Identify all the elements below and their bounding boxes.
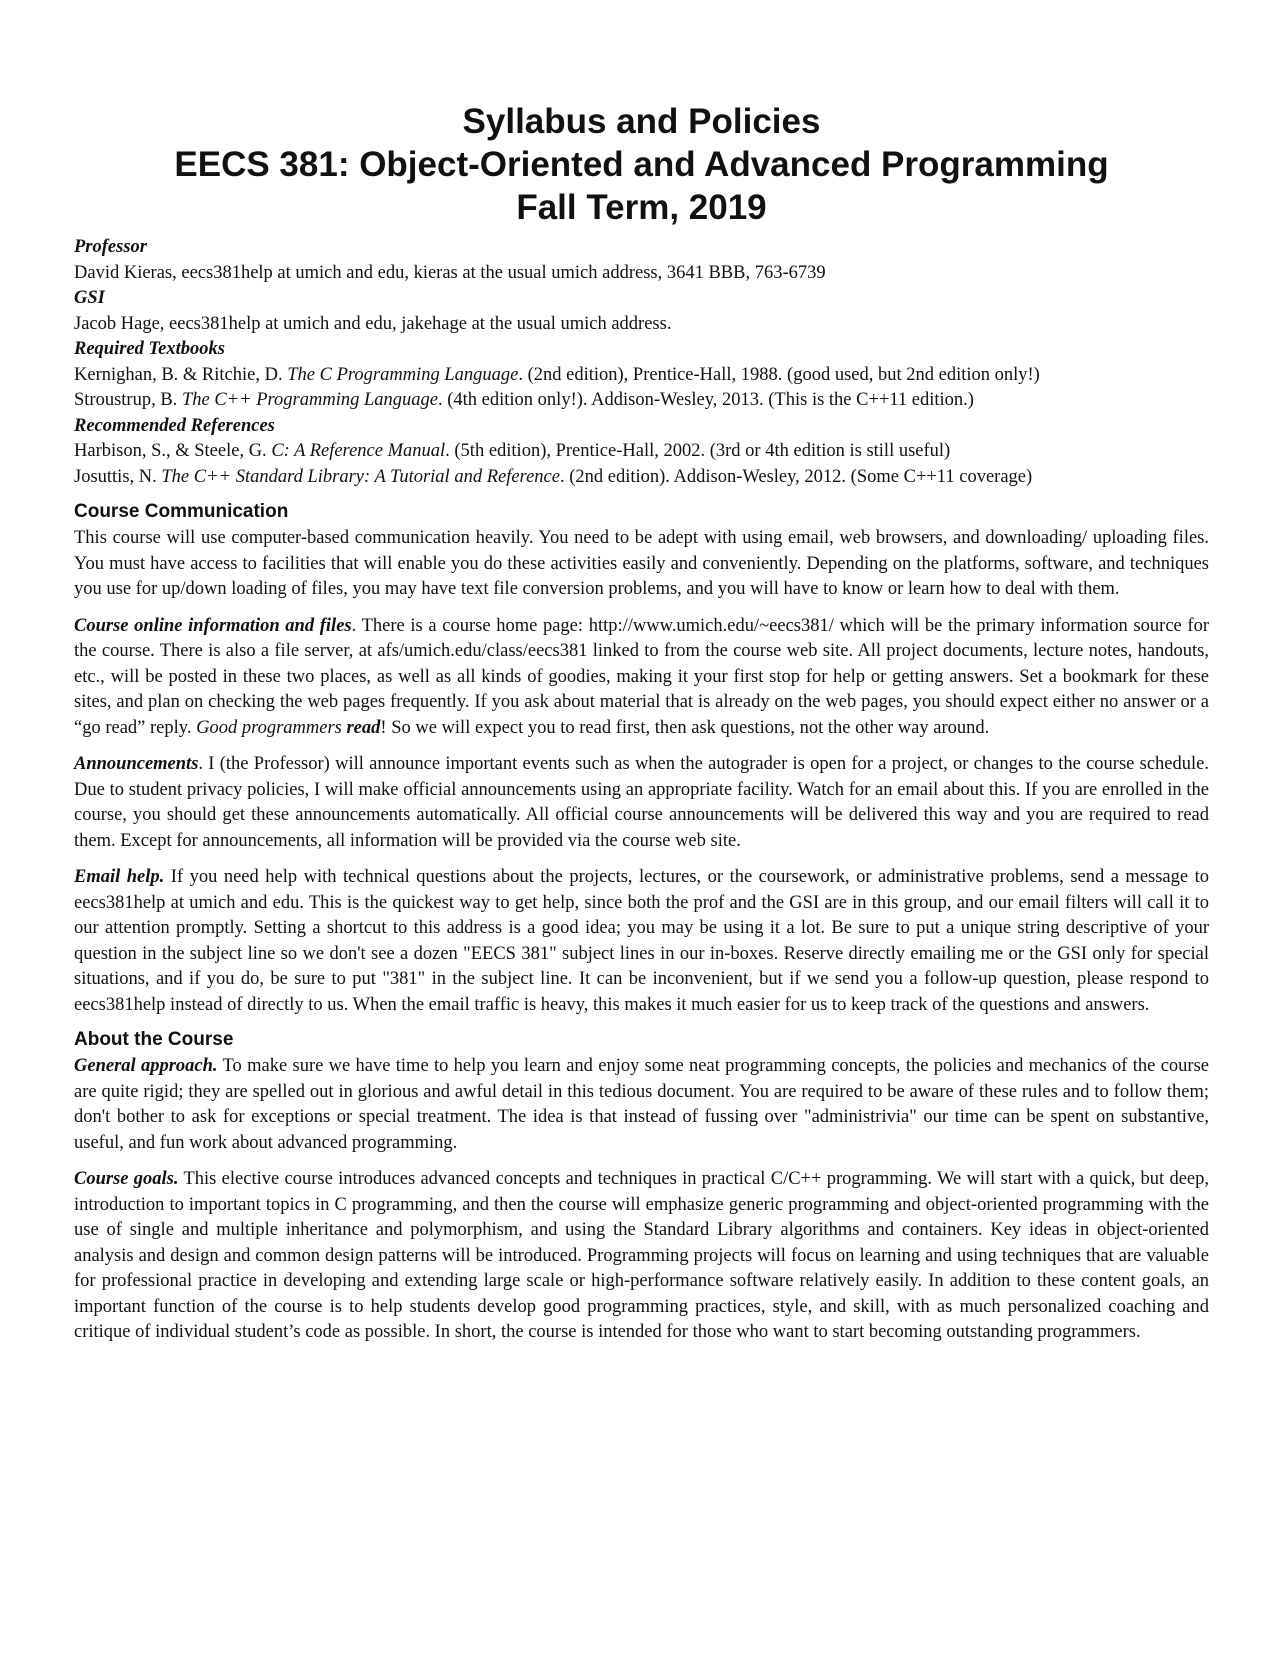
- announcements-paragraph: [74, 752, 1209, 854]
- syllabus-page: [74, 100, 1209, 1357]
- online-information-lead: Course online information and files: [74, 615, 352, 636]
- recommended-references-section: [74, 414, 1209, 491]
- textbook-authors: Kernighan, B. & Ritchie, D.: [74, 364, 288, 385]
- emphasis-text: Good programmers: [196, 717, 347, 738]
- textbook-title: The C++ Programming Language: [181, 390, 438, 410]
- course-goals-text: This elective course introduces advanced concepts and techniques in practical C/C++ programming. We will start with a quick, but deep, introduction to important topics in C programming, and then the course will emphasize generic programming and object-oriented programming with the use of single and multiple inheritance and polymorphism, and using the Standard Library algorithms and containers. Key ideas in object-oriented analysis and design and common design patterns will be introduced. Programming projects will focus on learning and using techniques that are valuable for professional practice in developing and extending large scale or high-performance software relatively easily. In addition to these content goals, an important function of the course is to help students develop good programming practices, style, and skill, with as much personalized coaching and critique of individual student’s code as possible. In short, the course is intended for those who want to start becoming outstanding programmers.: [74, 1169, 1210, 1342]
- reference-details: . (2nd edition). Addison-Wesley, 2012. (Some C++11 coverage): [559, 466, 1033, 487]
- online-information-text-end: ! So we will expect you to read first, then ask questions, not the other way around.: [380, 717, 990, 738]
- professor-section: [74, 235, 1209, 286]
- required-textbooks-label: Required Textbooks: [74, 339, 225, 359]
- gsi-label: GSI: [74, 288, 105, 308]
- reference-authors: Harbison, S., & Steele, G.: [74, 441, 272, 461]
- reference-item: [74, 465, 1209, 491]
- reference-authors: Josuttis, N.: [74, 466, 162, 487]
- announcements-text: . I (the Professor) will announce important events such as when the autograder is open for a project, or changes to the course schedule. Due to student privacy policies, I will make official announcements using an appropriate facility. Watch for an email about this. If you are enrolled in the course, you should get these announcements automatically. All official course announcements will be delivered this way and you are required to read them. Except for announcements, all information will be provided via the course web site.: [74, 754, 1209, 851]
- general-approach-text: To make sure we have time to help you learn and enjoy some neat programming concepts, the policies and mechanics of the course are quite rigid; they are spelled out in glorious and awful detail in this tedious document. You are required to be aware of these rules and to follow them; don't bother to ask for exceptions or special treatment. The idea is that instead of fussing over "administrivia" our time can be spent on substantive, useful, and fun work about advanced programming.: [74, 1056, 1209, 1153]
- general-approach-paragraph: [74, 1054, 1209, 1156]
- textbook-item: [74, 388, 1209, 414]
- course-goals-paragraph: [74, 1167, 1209, 1346]
- communication-intro: This course will use computer-based communication heavily. You need to be adept with using email, web browsers, and downloading/ uploading files. You must have access to facilities that will enable you do these activities easily and conveniently. Depending on the platforms, software, and techniques you use for up/down loading of files, you may have text file conversion problems, and you will have to know or learn how to deal with them.: [74, 528, 1209, 599]
- general-approach-lead: General approach.: [74, 1056, 218, 1076]
- textbook-item: [74, 363, 1209, 389]
- recommended-references-label: Recommended References: [74, 415, 275, 436]
- reference-title: The C++ Standard Library: A Tutorial and Reference: [161, 466, 560, 487]
- title-line-1: Syllabus and Policies: [462, 102, 821, 141]
- professor-info: David Kieras, eecs381help at umich and edu, kieras at the usual umich address, 3641 BBB, 763-6739: [74, 262, 826, 283]
- announcements-lead: Announcements: [74, 754, 199, 774]
- email-help-text: If you need help with technical questions about the projects, lectures, or the coursework, or administrative problems, send a message to eecs381help at umich and edu. This is the quickest way to get help, since both the prof and the GSI are in this group, and our email filters will call it to our attention promptly. Setting a shortcut to this address is a good idea; you may be using it a lot. Be sure to put a unique string descriptive of your question in the subject line so we don't see a dozen "EECS 381" subject lines in our in-boxes. Reserve directly emailing me or the GSI only for special situations, and if you do, be sure to put "381" in the subject line. It can be inconvenient, but if we send you a follow-up question, please respond to eecs381help instead of directly to us. When the email traffic is heavy, this makes it much easier for us to keep track of the questions and answers.: [74, 867, 1209, 1015]
- textbook-title: The C Programming Language: [287, 364, 519, 385]
- reference-title: C: A Reference Manual: [271, 441, 446, 461]
- course-goals-lead: Course goals.: [74, 1169, 179, 1189]
- email-help-lead: Email help.: [74, 867, 165, 887]
- reference-details: . (5th edition), Prentice-Hall, 2002. (3rd or 4th edition is still useful): [445, 441, 951, 461]
- reference-item: [74, 439, 1209, 465]
- required-textbooks-section: [74, 337, 1209, 414]
- email-help-paragraph: [74, 865, 1209, 1018]
- gsi-info: Jacob Hage, eecs381help at umich and edu, jakehage at the usual umich address.: [74, 313, 672, 334]
- title-line-3: Fall Term, 2019: [516, 188, 767, 227]
- course-communication-heading: Course Communication: [74, 501, 289, 522]
- textbook-details: . (4th edition only!). Addison-Wesley, 2013. (This is the C++11 edition.): [438, 390, 974, 410]
- about-course-heading: About the Course: [74, 1029, 234, 1050]
- textbook-details: . (2nd edition), Prentice-Hall, 1988. (good used, but 2nd edition only!): [518, 364, 1040, 385]
- online-information-text: . There is a course home page: http://www.umich.edu/~eecs381/ which will be the primary information source for the course. There is also a file server, at afs/umich.edu/class/eecs381 linked to from the course web site. All project documents, lecture notes, handouts, etc., will be posted in these two places, as well as all kinds of goodies, making it your first stop for help or getting answers. Set a bookmark for these sites, and plan on checking the web pages frequently. If you ask about material that is already on the web pages, you should expect either no answer or a “go read” reply.: [74, 615, 1209, 738]
- online-information-paragraph: [74, 614, 1209, 742]
- document-title: [74, 100, 1209, 229]
- title-line-2: EECS 381: Object-Oriented and Advanced Programming: [174, 145, 1109, 184]
- emphasis-bold-text: read: [346, 717, 381, 738]
- professor-label: Professor: [74, 237, 147, 257]
- gsi-section: [74, 286, 1209, 337]
- textbook-authors: Stroustrup, B.: [74, 390, 182, 410]
